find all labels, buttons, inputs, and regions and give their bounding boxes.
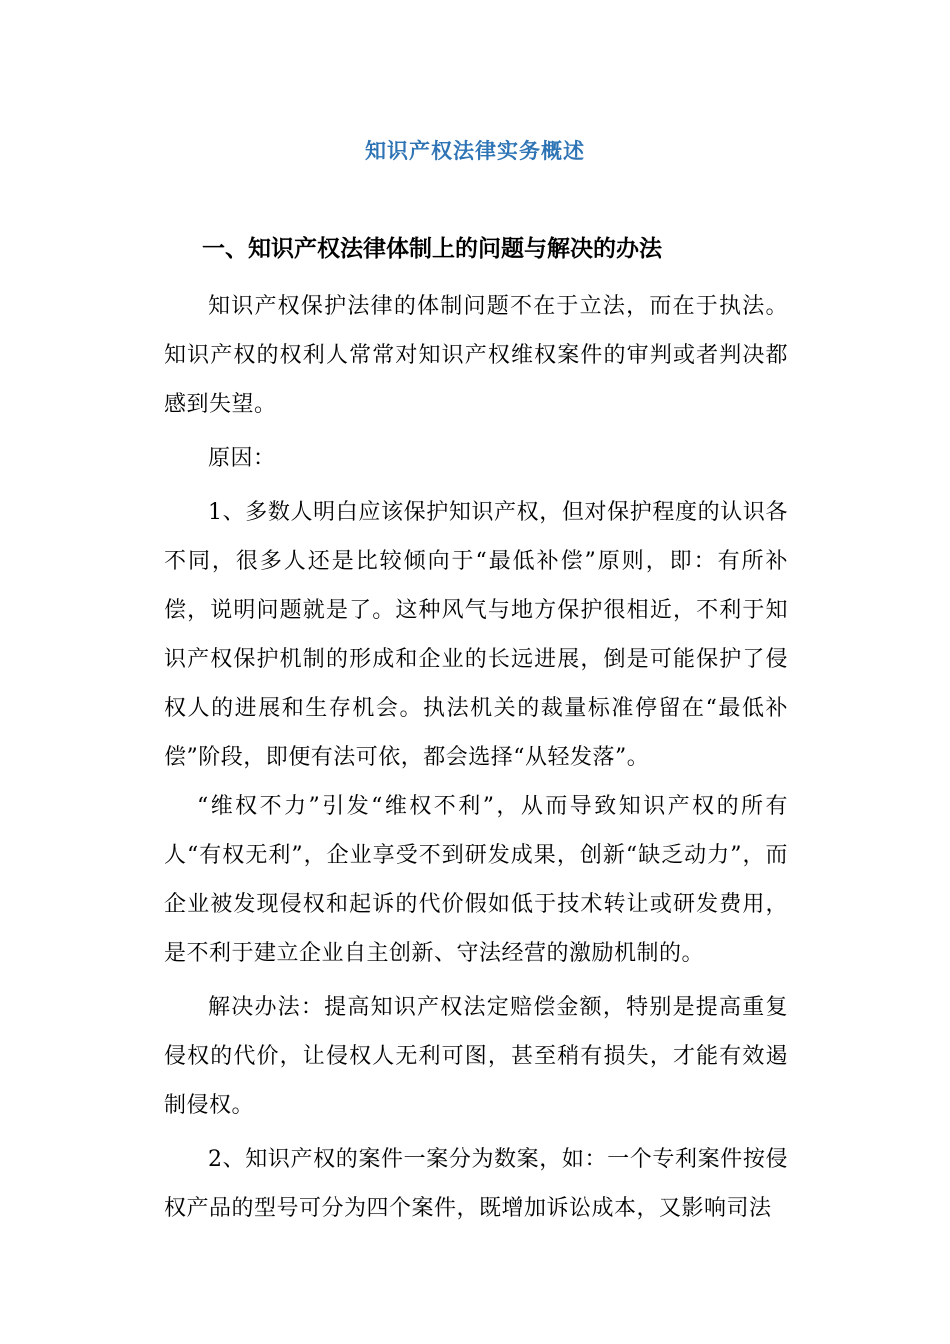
paragraph-intro: 知识产权保护法律的体制问题不在于立法，而在于执法。知识产权的权利人常常对知识产权维权案件的审判或者判决都感到失望。 <box>164 294 788 417</box>
section-heading: 一、知识产权法律体制上的问题与解决的办法 <box>202 236 662 262</box>
document-body <box>164 282 788 1233</box>
paragraph-reason-label: 原因： <box>208 446 276 471</box>
paragraph-reason-2: 2、知识产权的案件一案分为数案，如：一个专利案件按侵权产品的型号可分为四个案件，既增加诉讼成本，又影响司法 <box>164 1147 788 1221</box>
paragraph-solution: 解决办法：提高知识产权法定赔偿金额，特别是提高重复侵权的代价，让侵权人无利可图，甚至稍有损失，才能有效遏制侵权。 <box>164 995 788 1118</box>
document-title: 知识产权法律实务概述 <box>365 138 585 163</box>
paragraph-weiquan: “维权不力”引发“维权不利”，从而导致知识产权的所有人“有权无利”，企业享受不到研发成果，创新“缺乏动力”，而企业被发现侵权和起诉的代价假如低于技术转让或研发费用，是不利于建立企业自主创新、守法经营的激励机制的。 <box>164 794 788 966</box>
paragraph-reason-1: 1、多数人明白应该保护知识产权，但对保护程度的认识各不同，很多人还是比较倾向于“最低补偿”原则，即：有所补偿，说明问题就是了。这种风气与地方保护很相近，不利于知识产权保护机制的形成和企业的长远进展，倒是可能保护了侵权人的进展和生存机会。执法机关的裁量标准停留在“最低补偿”阶段，即便有法可依，都会选择“从轻发落”。 <box>164 500 788 770</box>
